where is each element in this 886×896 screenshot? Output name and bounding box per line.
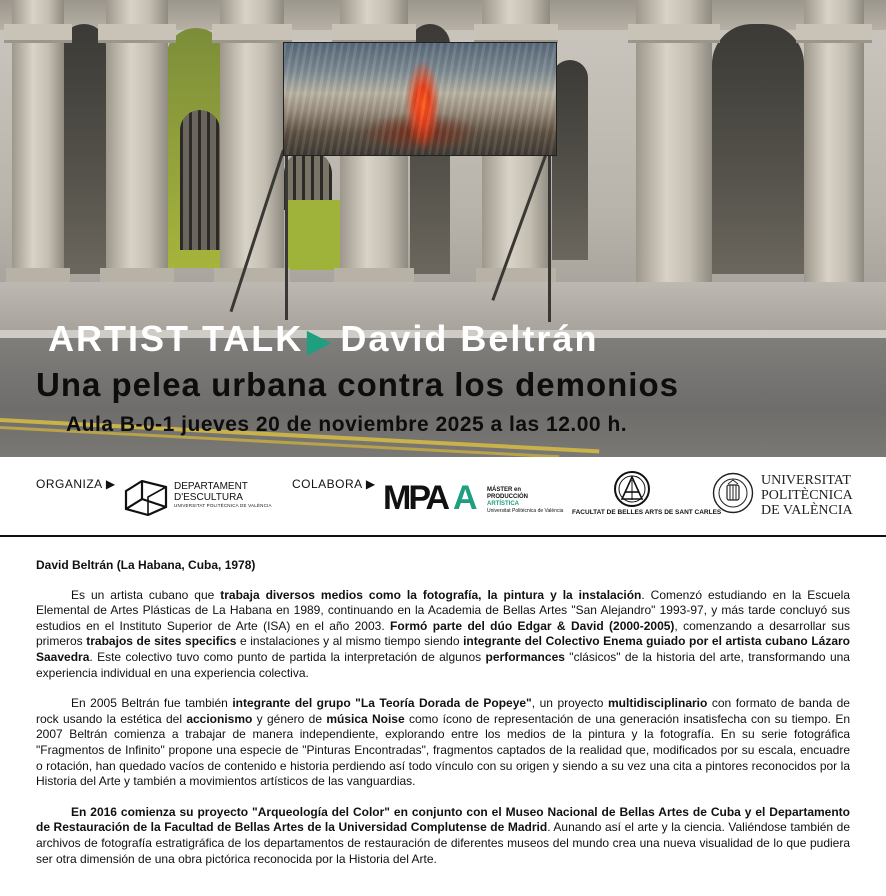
billboard-leg xyxy=(285,152,288,320)
talk-details: Aula B-0-1 jueves 20 de noviembre 2025 a las 12.00 h. xyxy=(66,413,628,436)
departament-escultura-logo-icon xyxy=(122,477,170,517)
bio-paragraph xyxy=(36,588,850,682)
bio-text-run: En 2005 Beltrán fue también xyxy=(71,696,233,711)
artist-name: David Beltrán xyxy=(340,318,599,359)
section-divider xyxy=(0,535,886,537)
column xyxy=(12,0,64,290)
upv-line1: UNIVERSITAT xyxy=(761,473,851,488)
column xyxy=(106,0,168,290)
bio-bold-run: integrante del grupo "La Teoría Dorada de Popeye" xyxy=(232,696,532,711)
bio-bold-run: integrante del Colectivo Enema guiado por el artista cubano Lázaro Saavedra xyxy=(36,634,851,664)
talk-title: Una pelea urbana contra los demonios xyxy=(36,366,679,403)
logo-strip xyxy=(0,457,886,535)
arch-opening xyxy=(62,24,106,274)
bio-text-run: con formato de banda de rock usando la estética del xyxy=(36,696,850,726)
artist-talk-label: ARTIST TALK xyxy=(48,318,304,359)
bio-bold-run: Formó parte del dúo Edgar & David (2000-2005) xyxy=(390,618,675,633)
bio-bold-run: En 2016 comienza su proyecto "Arqueología del Color" en conjunto con el Museo Nacional de Bellas Artes de Cuba y el Departamento de Restauración de la Facultad de Bellas Artes de la Universidad Complutense de Madrid xyxy=(36,804,850,835)
departament-escultura-logo-text xyxy=(174,481,272,509)
bio-text-run: . Este colectivo tuvo como punto de partida la interpretación de algunos xyxy=(89,649,486,664)
upv-wordmark xyxy=(761,473,853,518)
mpa-line4: Universitat Politècnica de València xyxy=(487,508,564,514)
billboard-leg xyxy=(548,150,551,322)
bellas-artes-emblem-icon xyxy=(613,470,651,508)
bio-bold-run: multidisciplinario xyxy=(607,696,708,711)
bio-text-run: "clásicos" de la historia del arte, transformando una experiencia individual en una experiencia colectiva. xyxy=(36,649,850,680)
upv-line3: DE VALÈNCIA xyxy=(761,503,853,518)
bio-bold-run: música Noise xyxy=(326,711,405,726)
billboard-artwork xyxy=(283,42,557,156)
departament-line1: DEPARTAMENT xyxy=(174,481,248,492)
mpa-line3: ARTÍSTICA xyxy=(487,501,519,507)
bio-text-run: . Comenzó estudiando en la Escuela Elemental de Artes Plásticas de La Habana en 1989, continuando en la Academia de Bellas Artes "San Alejandro" 1993-97, y más tarde concluyó sus estudios en el Instituto Superior de Arte (ISA) en el año 2003. xyxy=(36,587,850,633)
bio-bold-run: trabaja diversos medios como la fotografía, la pintura y la instalación xyxy=(220,587,642,602)
bio-text-run: y género de xyxy=(252,711,327,726)
artist-talk-heading xyxy=(48,318,598,360)
bio-bold-run: accionismo xyxy=(186,711,253,726)
bio-text-run: Es un artista cubano que xyxy=(71,587,221,602)
mpa-line2: PRODUCCIÓN xyxy=(487,494,529,500)
organiza-label: ORGANIZA ▶ xyxy=(36,477,116,491)
mpa-line1: MÁSTER en xyxy=(487,487,522,493)
upv-line2: POLITÈCNICA xyxy=(761,488,853,503)
green-wall-lower xyxy=(286,200,346,270)
upv-seal-icon xyxy=(712,472,754,514)
mpa-logo-icon xyxy=(383,479,483,513)
bio-text-run: , comenzando a desarrollar sus primeros xyxy=(36,618,851,649)
departament-line2: D'ESCULTURA xyxy=(174,492,243,503)
mpa-letters: MPA xyxy=(383,479,448,513)
artist-bio xyxy=(36,558,850,882)
departament-sub: UNIVERSITAT POLITÈCNICA DE VALÈNCIA xyxy=(174,503,272,508)
mpa-logo-text xyxy=(487,487,563,515)
bio-text-run: e instalaciones y al mismo tiempo siendo xyxy=(236,634,464,649)
arch-opening xyxy=(712,24,804,274)
bellas-artes-text: FACULTAT DE BELLES ARTS DE SANT CARLES xyxy=(572,509,722,516)
bio-bold-run: performances xyxy=(485,649,565,664)
colabora-label: COLABORA ▶ xyxy=(292,477,376,491)
bio-paragraph xyxy=(36,805,850,867)
bio-heading: David Beltrán (La Habana, Cuba, 1978) xyxy=(36,558,256,572)
play-arrow-icon: ▶ xyxy=(307,325,333,358)
bio-paragraph xyxy=(36,696,850,790)
bio-text-run: como ícono de representación de una generación insatisfecha con su tiempo. En 2007 Beltrán comienza a trabajar de manera independiente, explorando entre los medios de la pintura y la fotografía. En su serie fotográfica "Fragmentos de Infinito" propone una especie de "Pinturas Encontradas", fragmentos captados de la realidad que, modificados por su escala, encuadre o rotación, han quedado vacíos de contenido e historia perdiendo así todo vínculo con su origen y siendo a su vez una cita a pintores reconocidos por la Historia del Arte y también a movimientos artísticos de las vanguardias. xyxy=(36,711,851,789)
column xyxy=(636,0,712,310)
bio-bold-run: trabajos de sites specifics xyxy=(86,634,237,649)
arch-opening xyxy=(552,60,588,260)
svg-text:A: A xyxy=(453,479,478,513)
iron-gate xyxy=(180,110,220,250)
bio-text-run: , un proyecto xyxy=(531,696,608,711)
bio-text-run: . Aunando así el arte y la ciencia. Valiéndose también de archivos de fotografía estratigráfica de los departamentos de restauración de diferentes museos del mundo crea una nueva visualidad de lo que pudiera ser otra dimensión de una obra pictórica reconocida por la Historia del Arte. xyxy=(36,820,850,866)
column xyxy=(804,0,864,320)
